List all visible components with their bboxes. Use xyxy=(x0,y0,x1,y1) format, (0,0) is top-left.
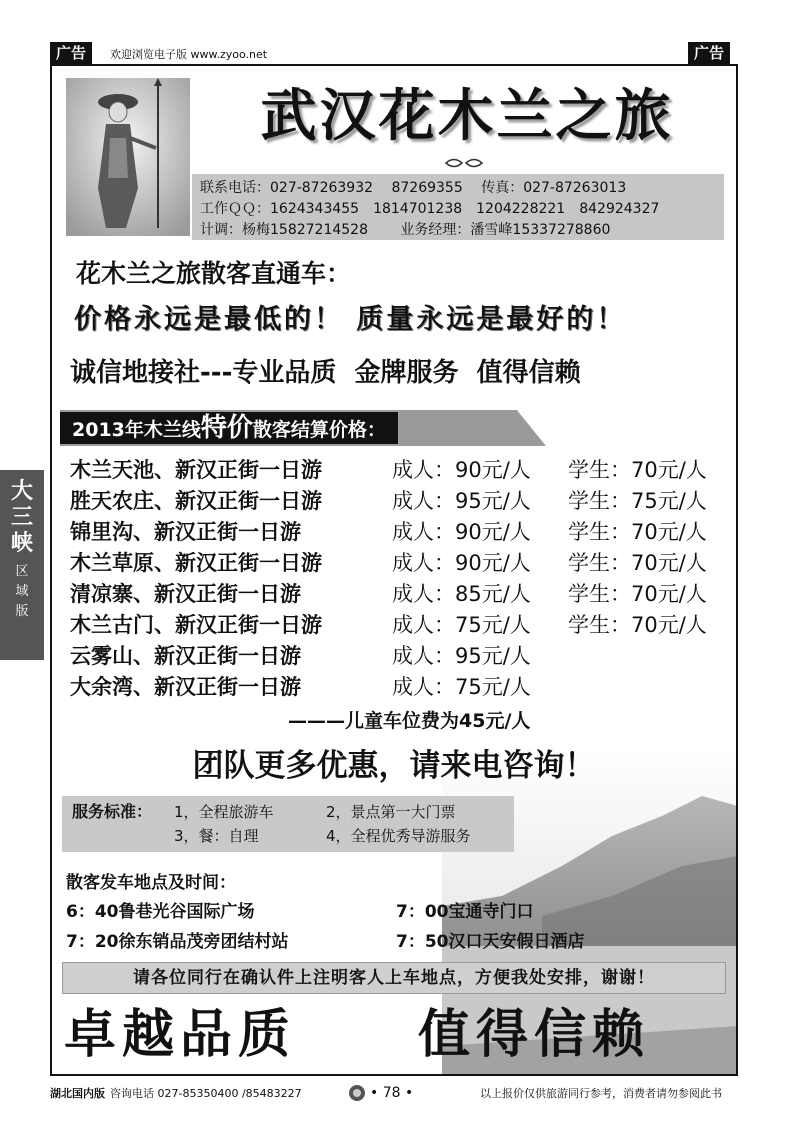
ad-tag-left: 广告 xyxy=(50,42,92,64)
footer-hotline[interactable]: 咨询电话 027-85350400 /85483227 xyxy=(110,1087,302,1100)
student-price: 学生：70元/人 xyxy=(568,520,707,544)
route-name: 云雾山、新汉正街一日游 xyxy=(70,644,301,668)
intro-slogan: 价格永远是最低的！ 质量永远是最好的！ xyxy=(74,304,627,335)
slogan-right: 值得信赖 xyxy=(418,1004,651,1065)
adult-price: 成人：85元/人 xyxy=(392,582,531,606)
route-name: 木兰草原、新汉正街一日游 xyxy=(70,551,322,575)
departure-item-2: 7：00宝通寺门口 xyxy=(396,902,534,922)
adult-price: 成人：90元/人 xyxy=(392,458,531,482)
page-badge-icon xyxy=(348,1084,366,1102)
brand-title: 武汉花木兰之旅 xyxy=(260,83,674,149)
departure-item-4: 7：50汉口天安假日酒店 xyxy=(396,932,585,952)
service-label: 服务标准： xyxy=(72,802,153,821)
service-item-2: 2，景点第一大门票 xyxy=(326,803,456,821)
pricing-banner-pre: 2013年木兰线 xyxy=(72,419,201,441)
side-tab-title: 大三峡 xyxy=(10,478,33,556)
intro-tagline: 诚信地接社---专业品质 金牌服务 值得信赖 xyxy=(70,358,581,388)
adult-price: 成人：95元/人 xyxy=(392,489,531,513)
pricing-banner-post: 散客结算价格： xyxy=(252,419,386,441)
notice-text: 请各位同行在确认件上注明客人上车地点，方便我处安排，谢谢！ xyxy=(133,968,655,988)
service-box xyxy=(62,796,514,852)
price-row xyxy=(70,517,730,548)
route-name: 木兰古门、新汉正街一日游 xyxy=(70,613,322,637)
footer-edition: 湖北国内版 xyxy=(50,1087,105,1100)
contact-box xyxy=(192,174,724,240)
side-tab xyxy=(0,470,44,660)
student-price: 学生：70元/人 xyxy=(568,551,707,575)
price-row xyxy=(70,486,730,517)
route-name: 木兰天池、新汉正街一日游 xyxy=(70,458,322,482)
route-name: 胜天农庄、新汉正街一日游 xyxy=(70,489,322,513)
side-tab-sub-3: 版 xyxy=(15,604,29,619)
side-tab-sub-1: 区 xyxy=(15,564,29,579)
student-price: 学生：75元/人 xyxy=(568,489,707,513)
child-fee-note: ———儿童车位费为45元/人 xyxy=(288,710,531,732)
adult-price: 成人：95元/人 xyxy=(392,644,531,668)
group-offer: 团队更多优惠，请来电咨询！ xyxy=(192,748,596,784)
student-price: 学生：70元/人 xyxy=(568,613,707,637)
adult-price: 成人：90元/人 xyxy=(392,551,531,575)
student-price: 学生：70元/人 xyxy=(568,458,707,482)
ornament-icon xyxy=(444,156,484,170)
price-row xyxy=(70,672,730,703)
service-item-4: 4，全程优秀导游服务 xyxy=(326,827,471,845)
contact-qq[interactable]: 工作ＱＱ：1624343455 1814701238 1204228221 842924327 xyxy=(200,201,660,217)
route-name: 清凉寨、新汉正街一日游 xyxy=(70,582,301,606)
contact-phone[interactable]: 联系电话：027-87263932 87269355 传真：027-87263013 xyxy=(200,180,627,196)
contact-planner[interactable]: 计调：杨梅15827214528 业务经理：潘雪峰15337278860 xyxy=(200,222,611,238)
departure-item-3: 7：20徐东销品茂旁团结村站 xyxy=(66,932,289,952)
pricing-banner xyxy=(60,412,398,444)
page-number: • 78 • xyxy=(370,1085,414,1101)
notice-box xyxy=(62,962,726,994)
advertisement-frame xyxy=(50,64,738,1076)
slogan-left: 卓越品质 xyxy=(64,1004,297,1065)
service-item-3: 3，餐：自理 xyxy=(174,827,259,845)
departure-item-1: 6：40鲁巷光谷国际广场 xyxy=(66,902,255,922)
price-row xyxy=(70,641,730,672)
price-row xyxy=(70,455,730,486)
price-row xyxy=(70,610,730,641)
intro-headline: 花木兰之旅散客直通车： xyxy=(76,259,352,288)
price-row xyxy=(70,548,730,579)
route-name: 锦里沟、新汉正街一日游 xyxy=(70,520,301,544)
welcome-text[interactable]: 欢迎浏览电子版 www.zyoo.net xyxy=(110,48,268,61)
side-tab-sub-2: 域 xyxy=(15,584,29,599)
mulan-statue-photo xyxy=(66,78,190,236)
adult-price: 成人：90元/人 xyxy=(392,520,531,544)
route-name: 大余湾、新汉正街一日游 xyxy=(70,675,301,699)
ad-tag-right: 广告 xyxy=(688,42,730,64)
pricing-banner-em: 特价 xyxy=(200,413,253,443)
footer-disclaimer: 以上报价仅供旅游同行参考，消费者请勿参阅此书 xyxy=(480,1087,722,1100)
price-table xyxy=(70,455,730,703)
student-price: 学生：70元/人 xyxy=(568,582,707,606)
adult-price: 成人：75元/人 xyxy=(392,675,531,699)
service-item-1: 1，全程旅游车 xyxy=(174,803,274,821)
price-row xyxy=(70,579,730,610)
adult-price: 成人：75元/人 xyxy=(392,613,531,637)
departure-title: 散客发车地点及时间： xyxy=(66,873,236,893)
